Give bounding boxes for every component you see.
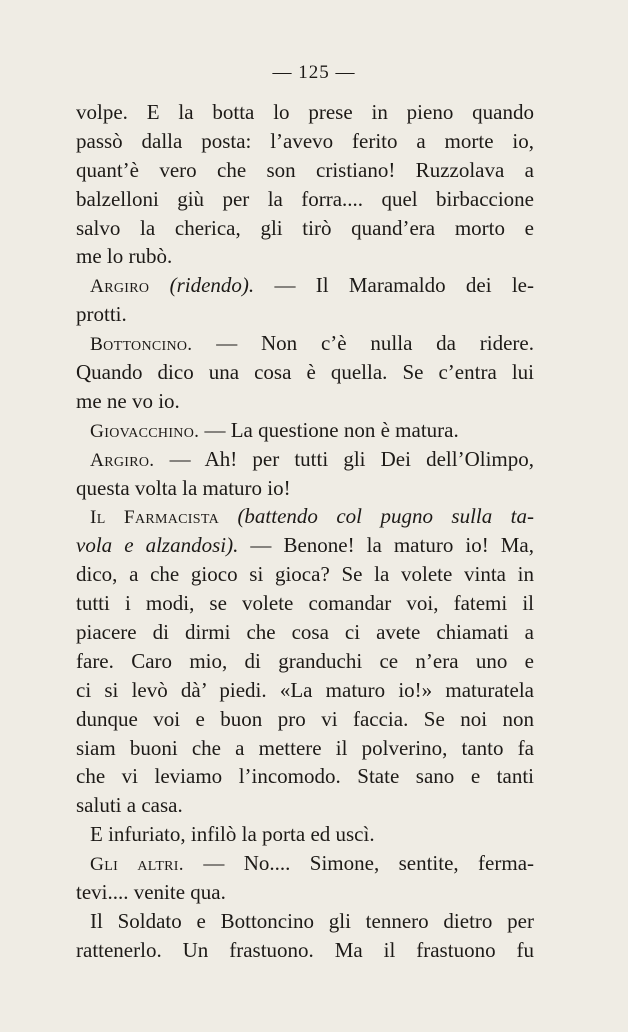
dialogue-text: — No.... Simone, sentite, ferma- <box>203 851 535 876</box>
speaker-name: Il Farmacista <box>90 507 219 529</box>
text-line: fare. Caro mio, di granduchi ce n’era uno e <box>76 648 534 673</box>
text-line: volpe. E la botta lo prese in pieno quando <box>76 100 534 124</box>
text-line: dico, a che gioco si gioca? Se la volete vinta in <box>76 562 534 587</box>
text-line: balzelloni giù per la forra.... quel birbaccione <box>76 186 534 211</box>
dialogue-text: — Non c’è nulla da ridere. <box>216 331 535 356</box>
text-line: siam buoni che a mettere il polverino, tanto fa <box>76 735 534 760</box>
text-line <box>76 271 534 300</box>
text-line: tutti i modi, se volete comandar voi, fatemi il <box>76 591 534 616</box>
stage-direction: vola e alzandosi). <box>76 533 239 558</box>
speaker-name: Argiro. <box>90 449 155 471</box>
text-line <box>76 416 534 445</box>
text-line: rattenerlo. Un frastuono. Ma il frastuono fu <box>76 937 534 962</box>
dialogue-text: — Benone! la maturo io! Ma, <box>238 533 534 558</box>
text-line <box>76 329 534 358</box>
text-line <box>76 531 534 560</box>
dialogue-text: — La questione non è matura. <box>204 417 459 442</box>
text-line: dunque voi e buon pro vi faccia. Se noi non <box>76 706 534 731</box>
text-line: E infuriato, infilò la porta ed uscì. <box>90 822 375 847</box>
text-line <box>76 849 534 878</box>
text-line: saluti a casa. <box>76 793 183 818</box>
text-line: passò dalla posta: l’avevo ferito a morte io, <box>76 128 534 153</box>
text-line: me ne vo io. <box>76 388 180 413</box>
body-text <box>76 98 534 965</box>
stage-direction: (ridendo). <box>169 273 255 298</box>
text-line: Quando dico una cosa è quella. Se c’entra lui <box>76 360 534 385</box>
speaker-name: Gli altri. <box>90 854 184 876</box>
speaker-name: Argiro <box>90 276 150 298</box>
text-line: Il Soldato e Bottoncino gli tennero dietro per <box>90 908 534 933</box>
text-line <box>76 502 534 531</box>
text-line: tevi.... venite qua. <box>76 880 226 905</box>
dialogue-text: — Il Maramaldo dei le- <box>254 273 534 298</box>
text-line: me lo rubò. <box>76 244 173 269</box>
text-line: questa volta la maturo io! <box>76 475 291 500</box>
speaker-name: Giovacchino. <box>90 420 200 442</box>
text-line: salvo la cherica, gli tirò quand’era morto e <box>76 215 534 240</box>
text-line: ci si levò dà’ piedi. «La maturo io!» maturatela <box>76 677 534 702</box>
text-line <box>76 445 534 474</box>
speaker-name: Bottoncino. <box>90 334 193 356</box>
text-line: quant’è vero che son cristiano! Ruzzolava a <box>76 157 534 182</box>
stage-direction: (battendo col pugno sulla ta- <box>237 504 535 529</box>
text-line: protti. <box>76 302 127 327</box>
page-number: — 125 — <box>272 62 356 83</box>
text-line: che vi leviamo l’incomodo. State sano e tanti <box>76 764 534 789</box>
dialogue-text: — Ah! per tutti gli Dei dell’Olimpo, <box>169 446 535 471</box>
text-line: piacere di dirmi che cosa ci avete chiamati a <box>76 620 534 645</box>
